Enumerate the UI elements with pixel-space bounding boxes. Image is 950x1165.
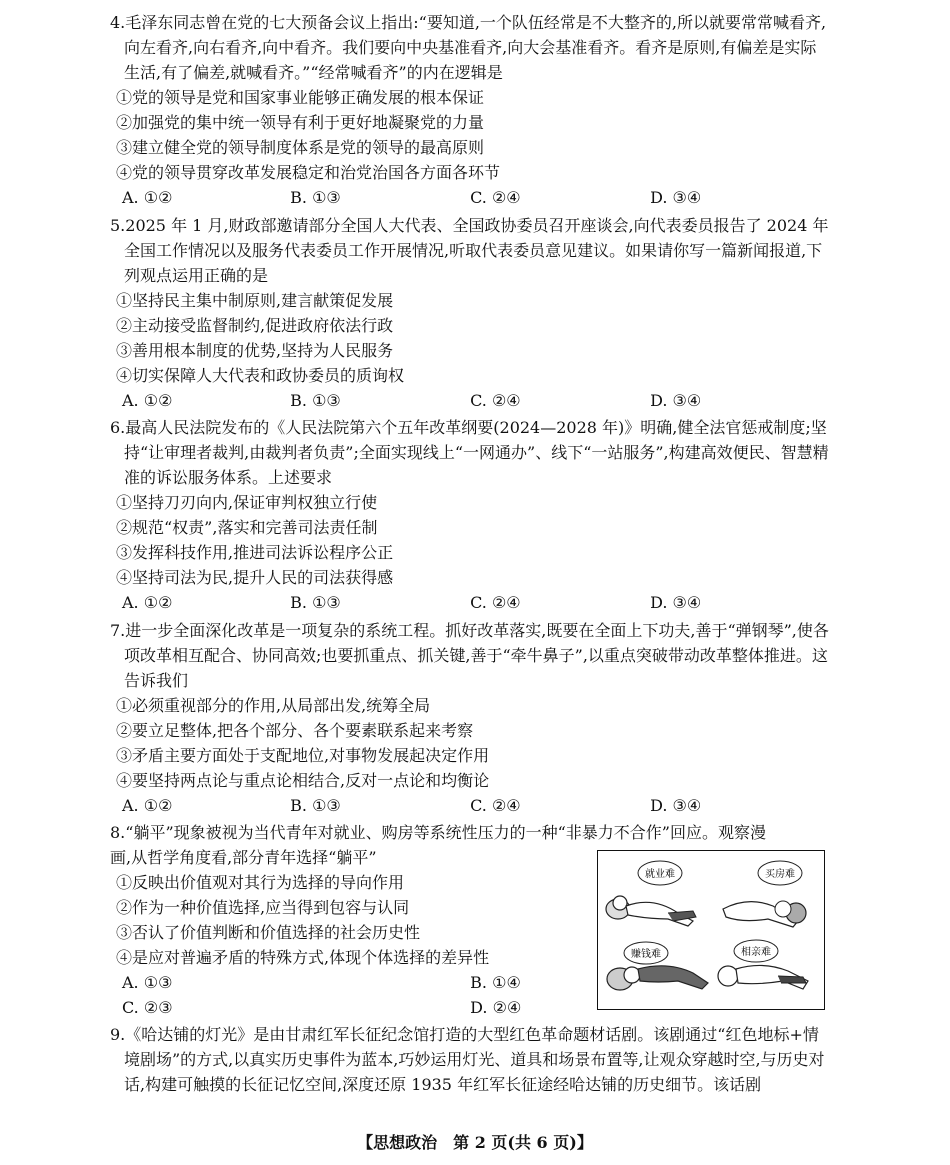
choice-c: C. ②④ xyxy=(470,391,521,410)
option: ②要立足整体,把各个部分、各个要素联系起来考察 xyxy=(116,721,474,740)
option: ②主动接受监督制约,促进政府依法行政 xyxy=(116,316,394,335)
choice-b: B. ①④ xyxy=(470,973,521,992)
option: ③否认了价值判断和价值选择的社会历史性 xyxy=(116,923,421,942)
option: ②作为一种价值选择,应当得到包容与认同 xyxy=(116,898,410,917)
option: ③建立健全党的领导制度体系是党的领导的最高原则 xyxy=(116,138,485,157)
option: ①坚持刀刃向内,保证审判权独立行使 xyxy=(116,493,378,512)
figure-employment xyxy=(606,861,696,926)
option: ②规范“权责”,落实和完善司法责任制 xyxy=(116,518,378,537)
question-7 xyxy=(110,618,830,818)
choice-a: A. ①③ xyxy=(122,973,173,992)
page-footer: 【思想政治 第 2 页(共 6 页)】 xyxy=(357,1133,593,1152)
lying-flat-cartoon xyxy=(597,850,825,1010)
cartoon-drawing xyxy=(598,851,823,1008)
option: ①必须重视部分的作用,从局部出发,统筹全局 xyxy=(116,696,431,715)
choice-b: B. ①③ xyxy=(290,391,341,410)
question-5 xyxy=(110,213,830,413)
choice-b: B. ①③ xyxy=(290,188,341,207)
option: ③矛盾主要方面处于支配地位,对事物发展起决定作用 xyxy=(116,746,490,765)
option: ④党的领导贯穿改革发展稳定和治党治国各方面各环节 xyxy=(116,163,501,182)
question-stem: 9.《哈达铺的灯光》是由甘肃红军长征纪念馆打造的大型红色革命题材话剧。该剧通过“红色地标+情境剧场”的方式,以真实历史事件为蓝本,巧妙运用灯光、道具和场景布置等,让观众穿越时空,与历史对话,构建可触摸的长征记忆空间,深度还原 1935 年红军长征途经哈达铺的历史细节。该话剧 xyxy=(110,1025,825,1094)
question-stem: 4.毛泽东同志曾在党的七大预备会议上指出:“要知道,一个队伍经常是不大整齐的,所以就要常常喊看齐,向左看齐,向右看齐,向中看齐。我们要向中央基准看齐,向大会基准看齐。看齐是原则,有偏差是实际生活,有了偏差,就喊看齐。”“经常喊看齐”的内在逻辑是 xyxy=(110,13,827,82)
question-4 xyxy=(110,10,830,210)
choice-c: C. ②④ xyxy=(470,593,521,612)
choice-c: C. ②④ xyxy=(470,188,521,207)
choice-b: B. ①③ xyxy=(290,796,341,815)
bubble-label: 相亲难 xyxy=(741,947,771,958)
choice-d: D. ③④ xyxy=(650,796,702,815)
answer-choices xyxy=(110,793,830,818)
option: ④是应对普遍矛盾的特殊方式,体现个体选择的差异性 xyxy=(116,948,490,967)
choice-d: D. ②④ xyxy=(470,998,522,1017)
choice-a: A. ①② xyxy=(122,188,173,207)
answer-choices xyxy=(110,185,830,210)
choice-b: B. ①③ xyxy=(290,593,341,612)
choice-c: C. ②③ xyxy=(122,998,173,1017)
figure-dating xyxy=(718,940,808,989)
question-stem: 5.2025 年 1 月,财政部邀请部分全国人大代表、全国政协委员召开座谈会,向代表委员报告了 2024 年全国工作情况以及服务代表委员工作开展情况,听取代表委员意见建议。如果请你写一篇新闻报道,下列观点运用正确的是 xyxy=(110,216,829,285)
choice-a: A. ①② xyxy=(122,391,173,410)
option: ①党的领导是党和国家事业能够正确发展的根本保证 xyxy=(116,88,485,107)
choice-d: D. ③④ xyxy=(650,391,702,410)
option: ②加强党的集中统一领导有利于更好地凝聚党的力量 xyxy=(116,113,485,132)
choice-d: D. ③④ xyxy=(650,593,702,612)
question-stem: 7.进一步全面深化改革是一项复杂的系统工程。抓好改革落实,既要在全面上下功夫,善于“弹钢琴”,使各项改革相互配合、协同高效;也要抓重点、抓关键,善于“牵牛鼻子”,以重点突破带动改革整体推进。这告诉我们 xyxy=(110,621,829,690)
question-9 xyxy=(110,1022,830,1097)
answer-choices xyxy=(110,388,830,413)
bubble-label: 就业难 xyxy=(645,869,675,880)
figure-money xyxy=(607,942,708,990)
option: ④要坚持两点论与重点论相结合,反对一点论和均衡论 xyxy=(116,771,490,790)
choice-a: A. ①② xyxy=(122,796,173,815)
figure-house xyxy=(723,861,806,927)
option: ①反映出价值观对其行为选择的导向作用 xyxy=(116,873,405,892)
choice-d: D. ③④ xyxy=(650,188,702,207)
choice-c: C. ②④ xyxy=(470,796,521,815)
bubble-label: 买房难 xyxy=(765,869,795,880)
option: ④切实保障人大代表和政协委员的质询权 xyxy=(116,366,405,385)
option: ④坚持司法为民,提升人民的司法获得感 xyxy=(116,568,394,587)
option: ③善用根本制度的优势,坚持为人民服务 xyxy=(116,341,394,360)
answer-choices xyxy=(110,590,830,615)
option: ③发挥科技作用,推进司法诉讼程序公正 xyxy=(116,543,394,562)
question-stem-line1: 8.“躺平”现象被视为当代青年对就业、购房等系统性压力的一种“非暴力不合作”回应。观察漫 xyxy=(110,823,766,842)
question-stem: 6.最高人民法院发布的《人民法院第六个五年改革纲要(2024—2028 年)》明确,健全法官惩戒制度;坚持“让审理者裁判,由裁判者负责”;全面实现线上“一网通办”、线下“一站服务”,构建高效便民、智慧精准的诉讼服务体系。上述要求 xyxy=(110,418,829,487)
question-stem-line2: 画,从哲学角度看,部分青年选择“躺平” xyxy=(110,848,377,867)
bubble-label: 赚钱难 xyxy=(631,949,661,960)
choice-a: A. ①② xyxy=(122,593,173,612)
question-6 xyxy=(110,415,830,615)
option: ①坚持民主集中制原则,建言献策促发展 xyxy=(116,291,394,310)
